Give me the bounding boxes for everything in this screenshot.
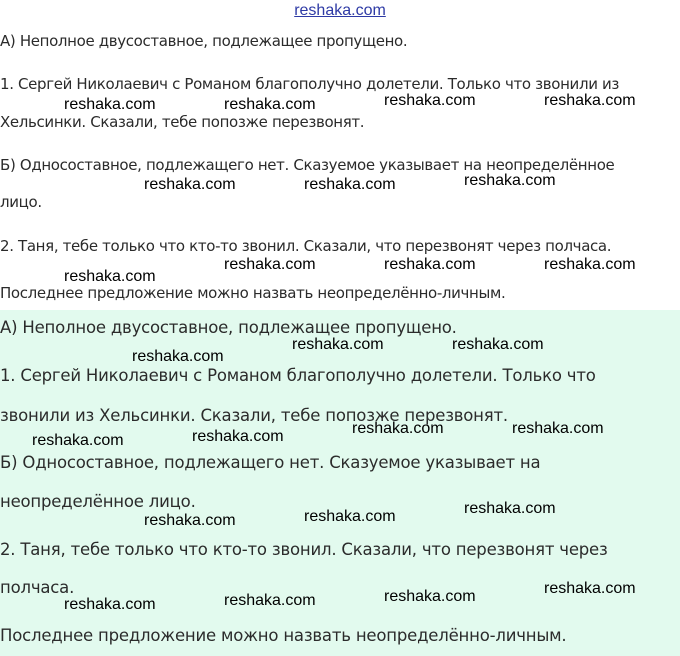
text-line: 2. Таня, тебе только что кто-то звонил. Сказали, что перезвонят через полчаса.	[0, 237, 612, 255]
watermark: reshaka.com	[292, 336, 384, 353]
text-line: Б) Односоставное, подлежащего нет. Сказуемое указывает на неопределённое	[0, 156, 615, 174]
watermark: reshaka.com	[384, 92, 476, 109]
watermark: reshaka.com	[544, 256, 636, 273]
watermark: reshaka.com	[64, 596, 156, 613]
watermark: reshaka.com	[224, 256, 316, 273]
text-line: Б) Односоставное, подлежащего нет. Сказуемое указывает на	[0, 453, 541, 472]
watermark: reshaka.com	[384, 588, 476, 605]
watermark: reshaka.com	[192, 428, 284, 445]
text-line: полчаса.	[0, 578, 75, 597]
watermark: reshaka.com	[544, 92, 636, 109]
text-line: Хельсинки. Сказали, тебе попозже перезвонят.	[0, 113, 365, 131]
text-line: 1. Сергей Николаевич с Романом благополучно долетели. Только что	[0, 366, 596, 385]
watermark: reshaka.com	[144, 512, 236, 529]
text-line: звонили из Хельсинки. Сказали, тебе попозже перезвонят.	[0, 406, 508, 425]
text-line: 2. Таня, тебе только что кто-то звонил. Сказали, что перезвонят через	[0, 540, 608, 559]
watermark: reshaka.com	[464, 500, 556, 517]
text-line: А) Неполное двусоставное, подлежащее пропущено.	[0, 32, 408, 50]
watermark: reshaka.com	[144, 176, 236, 193]
watermark: reshaka.com	[544, 580, 636, 597]
watermark: reshaka.com	[464, 172, 556, 189]
watermark: reshaka.com	[32, 432, 124, 449]
text-line: Последнее предложение можно назвать неопределённо-личным.	[0, 284, 506, 302]
text-line: Последнее предложение можно назвать неопределённо-личным.	[0, 626, 567, 645]
watermark: reshaka.com	[64, 96, 156, 113]
watermark: reshaka.com	[512, 420, 604, 437]
watermark: reshaka.com	[304, 508, 396, 525]
text-line: лицо.	[0, 193, 42, 211]
watermark: reshaka.com	[304, 176, 396, 193]
watermark: reshaka.com	[64, 268, 156, 285]
text-line: А) Неполное двусоставное, подлежащее пропущено.	[0, 318, 457, 337]
watermark: reshaka.com	[352, 420, 444, 437]
watermark: reshaka.com	[224, 96, 316, 113]
watermark: reshaka.com	[452, 336, 544, 353]
site-link[interactable]: reshaka.com	[294, 2, 386, 19]
watermark: reshaka.com	[384, 256, 476, 273]
watermark: reshaka.com	[224, 592, 316, 609]
text-line: 1. Сергей Николаевич с Романом благополучно долетели. Только что звонили из	[0, 75, 620, 93]
watermark: reshaka.com	[132, 348, 224, 365]
text-line: неопределённое лицо.	[0, 492, 196, 511]
